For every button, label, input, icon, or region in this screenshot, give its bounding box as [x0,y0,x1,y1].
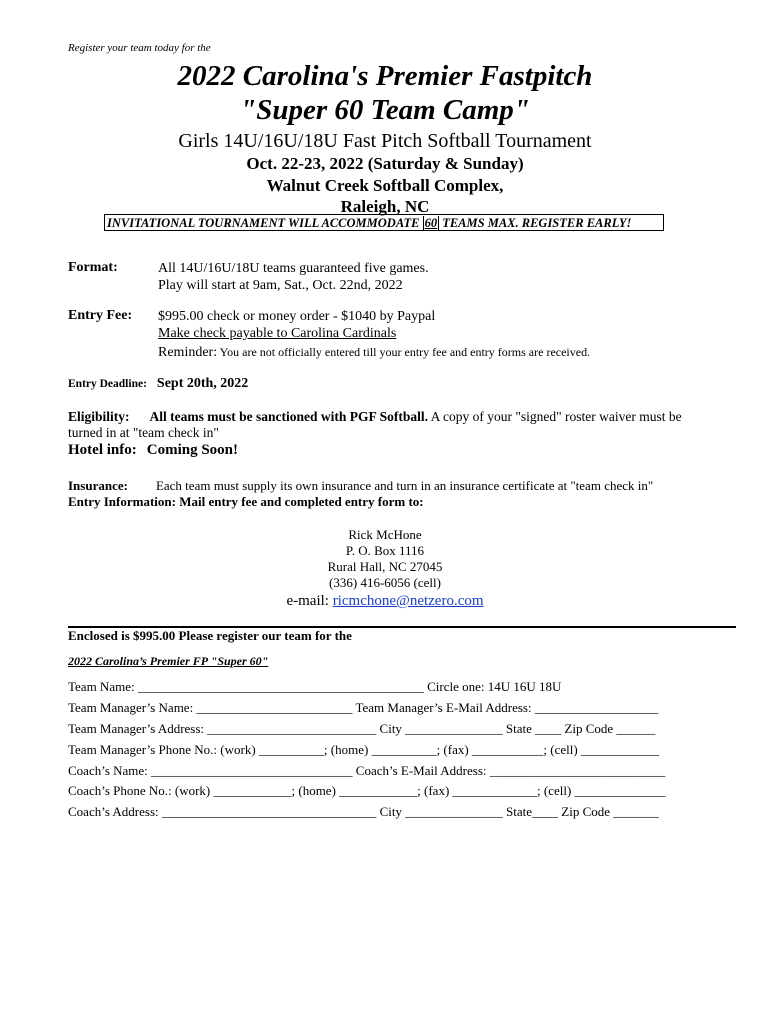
eligibility-line-2: turned in at "team check in" [68,425,219,440]
eligibility-text: A copy of your "signed" roster waiver must be [428,409,682,424]
tagline: Register your team today for the [68,42,211,54]
form-team-name[interactable]: Team Name: ____________________________________________ Circle one: 14U 16U 18U [68,679,562,694]
format-line-2: Play will start at 9am, Sat., Oct. 22nd, 2022 [158,278,403,293]
venue-city: Raleigh, NC [340,197,430,216]
form-manager-phone[interactable]: Team Manager’s Phone No.: (work) __________; (home) __________; (fax) ___________; (cell) ____________ [68,742,659,757]
hotel-value: Coming Soon! [146,442,239,458]
enclosed-text: Enclosed is $995.00 Please register our team for the [68,628,352,643]
format-label: Format: [68,260,118,275]
entry-fee-label: Entry Fee: [68,308,133,323]
email-link[interactable]: ricmchone@netzero.com [332,593,484,609]
entry-deadline [68,376,248,392]
insurance-label: Insurance: [68,478,128,493]
reminder-label: Reminder: [158,345,218,360]
invitational-banner [104,214,664,231]
form-coach-address[interactable]: Coach’s Address: _________________________________ City _______________ State____ Zip Code _______ [68,804,659,819]
title-line-1: 2022 Carolina's Premier Fastpitch [177,60,593,92]
mail-phone: (336) 416-6056 (cell) [329,575,441,590]
insurance [68,478,653,494]
entry-fee-reminder [158,344,590,361]
form-coach-phone[interactable]: Coach’s Phone No.: (work) ____________; (home) ____________; (fax) _____________; (cell) ______________ [68,783,666,798]
event-reference: 2022 Carolina’s Premier FP "Super 60" [68,654,269,668]
reminder-text: You are not officially entered till your entry fee and entry forms are received. [217,345,591,359]
hotel-info [68,442,238,459]
entry-fee-line-1: $995.00 check or money order - $1040 by Paypal [158,309,436,324]
format-line-1: All 14U/16U/18U teams guaranteed five games. [158,261,429,276]
mail-name: Rick McHone [348,527,422,542]
eligibility-label: Eligibility: [68,409,130,424]
email-label: e-mail: [286,593,333,609]
form-manager-address[interactable]: Team Manager’s Address: __________________________ City _______________ State ____ Zip Code ______ [68,721,656,736]
entry-information: Entry Information: Mail entry fee and completed entry form to: [68,494,424,509]
form-manager-name[interactable]: Team Manager’s Name: ________________________ Team Manager’s E-Mail Address: ___________________ [68,700,659,715]
banner-highlight: 60 [424,216,438,230]
hotel-label: Hotel info: [68,442,137,458]
deadline-label: Entry Deadline: [68,378,147,390]
eligibility-bold: All teams must be sanctioned with PGF Softball. [149,409,429,424]
deadline-value: Sept 20th, 2022 [156,376,249,391]
eligibility-line-1 [68,409,682,425]
mail-city: Rural Hall, NC 27045 [327,559,443,574]
insurance-text: Each team must supply its own insurance and turn in an insurance certificate at "team check in" [155,478,654,493]
title-line-2: "Super 60 Team Camp" [240,94,530,126]
mail-email [0,592,770,610]
venue: Walnut Creek Softball Complex, [266,176,504,195]
banner-text-1: INVITATIONAL TOURNAMENT WILL ACCOMMODATE [107,216,423,230]
subtitle: Girls 14U/16U/18U Fast Pitch Softball Tournament [178,130,592,152]
event-dates: Oct. 22-23, 2022 (Saturday & Sunday) [246,154,524,173]
banner-text-2: TEAMS MAX. REGISTER EARLY! [439,216,632,230]
form-coach-name[interactable]: Coach’s Name: _______________________________ Coach’s E-Mail Address: ___________________________ [68,763,666,778]
mail-box: P. O. Box 1116 [345,543,425,558]
entry-fee-line-2: Make check payable to Carolina Cardinals [158,326,397,341]
